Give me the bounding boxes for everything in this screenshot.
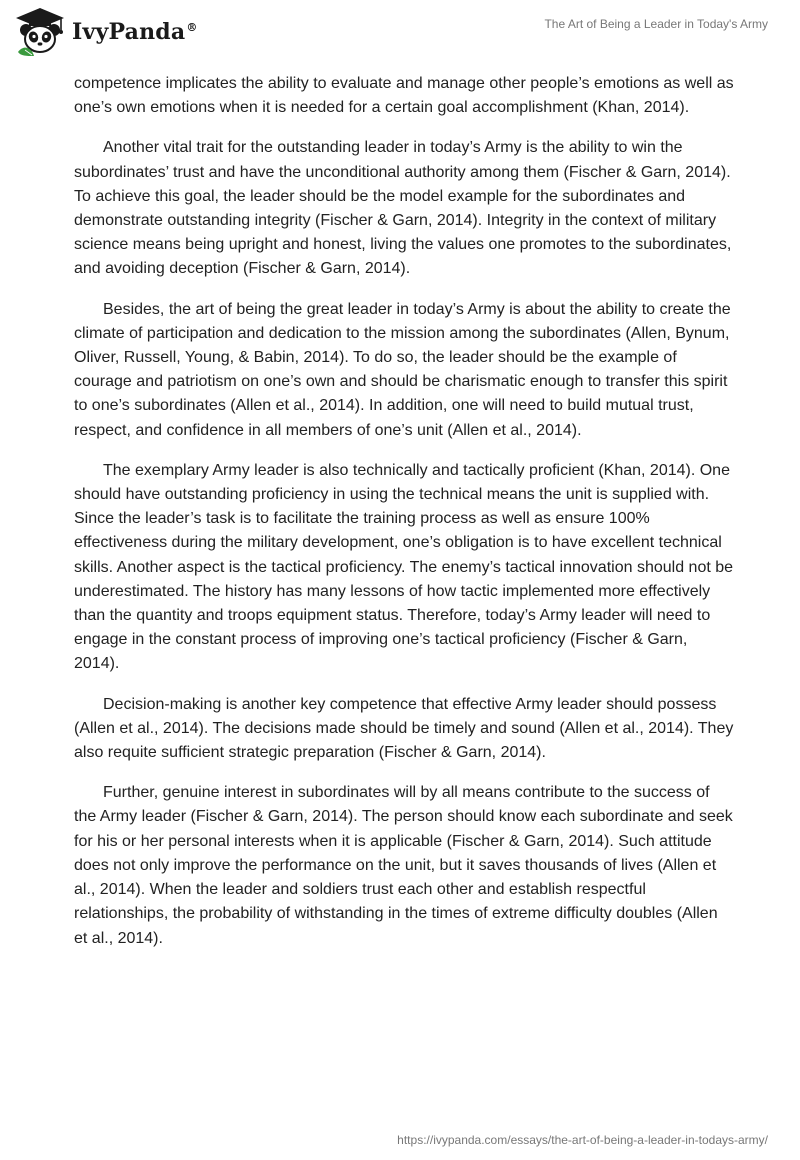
document-title: The Art of Being a Leader in Today's Army <box>544 17 768 31</box>
ivypanda-logo[interactable] <box>14 6 198 58</box>
page-header <box>0 0 800 70</box>
panda-graduate-icon <box>14 6 66 58</box>
paragraph: The exemplary Army leader is also technically and tactically proficient (Khan, 2014). One should have outstanding proficiency in using the technical means the unit is supplied with. Since the leader’s task is to facilitate the training process as well as ensure 100% effectiveness during the military development, one’s obligation is to have excellent technical skills. Another aspect is the tactical proficiency. The enemy’s tactical innovation should not be underestimated. The history has many lessons of how tactic implemented more effectively than the quantity and troops equipment status. Therefore, today’s Army leader will need to engage in the constant process of improving one’s tactical proficiency (Fischer & Garn, 2014). <box>74 461 734 673</box>
source-url[interactable]: https://ivypanda.com/essays/the-art-of-being-a-leader-in-todays-army/ <box>397 1133 768 1147</box>
paragraph: Further, genuine interest in subordinates will by all means contribute to the success of the Army leader (Fischer & Garn, 2014). The person should know each subordinate and seek for his or her personal interests when it is applicable (Fischer & Garn, 2014). Such attitude does not only improve the performance on the unit, but it saves thousands of lives (Allen et al., 2014). When the leader and soldiers trust each other and establish respectful relationships, the probability of withstanding in the times of extreme difficulty doubles (Allen et al., 2014). <box>74 784 733 947</box>
logo-wordmark: IvyPanda® <box>72 19 198 45</box>
paragraph: competence implicates the ability to evaluate and manage other people’s emotions as well as one’s own emotions when it is needed for a certain goal accomplishment (Khan, 2014). <box>74 75 734 117</box>
essay-body <box>74 72 734 967</box>
paragraph: Decision-making is another key competence that effective Army leader should possess (Allen et al., 2014). The decisions made should be timely and sound (Allen et al., 2014). They also requite sufficient strategic preparation (Fischer & Garn, 2014). <box>74 695 734 762</box>
paragraph: Besides, the art of being the great leader in today’s Army is about the ability to create the climate of participation and dedication to the mission among the subordinates (Allen, Bynum, Oliver, Russell, Young, & Babin, 2014). To do so, the leader should be the example of courage and patriotism on one’s own and should be charismatic enough to transfer this spirit to one’s subordinates (Allen et al., 2014). In addition, one will need to build mutual trust, respect, and confidence in all members of one’s unit (Allen et al., 2014). <box>74 300 731 439</box>
paragraph: Another vital trait for the outstanding leader in today’s Army is the ability to win the subordinates’ trust and have the unconditional authority among them (Fischer & Garn, 2014). To achieve this goal, the leader should be the model example for the subordinates and demonstrate outstanding integrity (Fischer & Garn, 2014). Integrity in the context of military science means being upright and honest, living the values one promotes to the subordinates, and avoiding deception (Fischer & Garn, 2014). <box>74 139 732 278</box>
